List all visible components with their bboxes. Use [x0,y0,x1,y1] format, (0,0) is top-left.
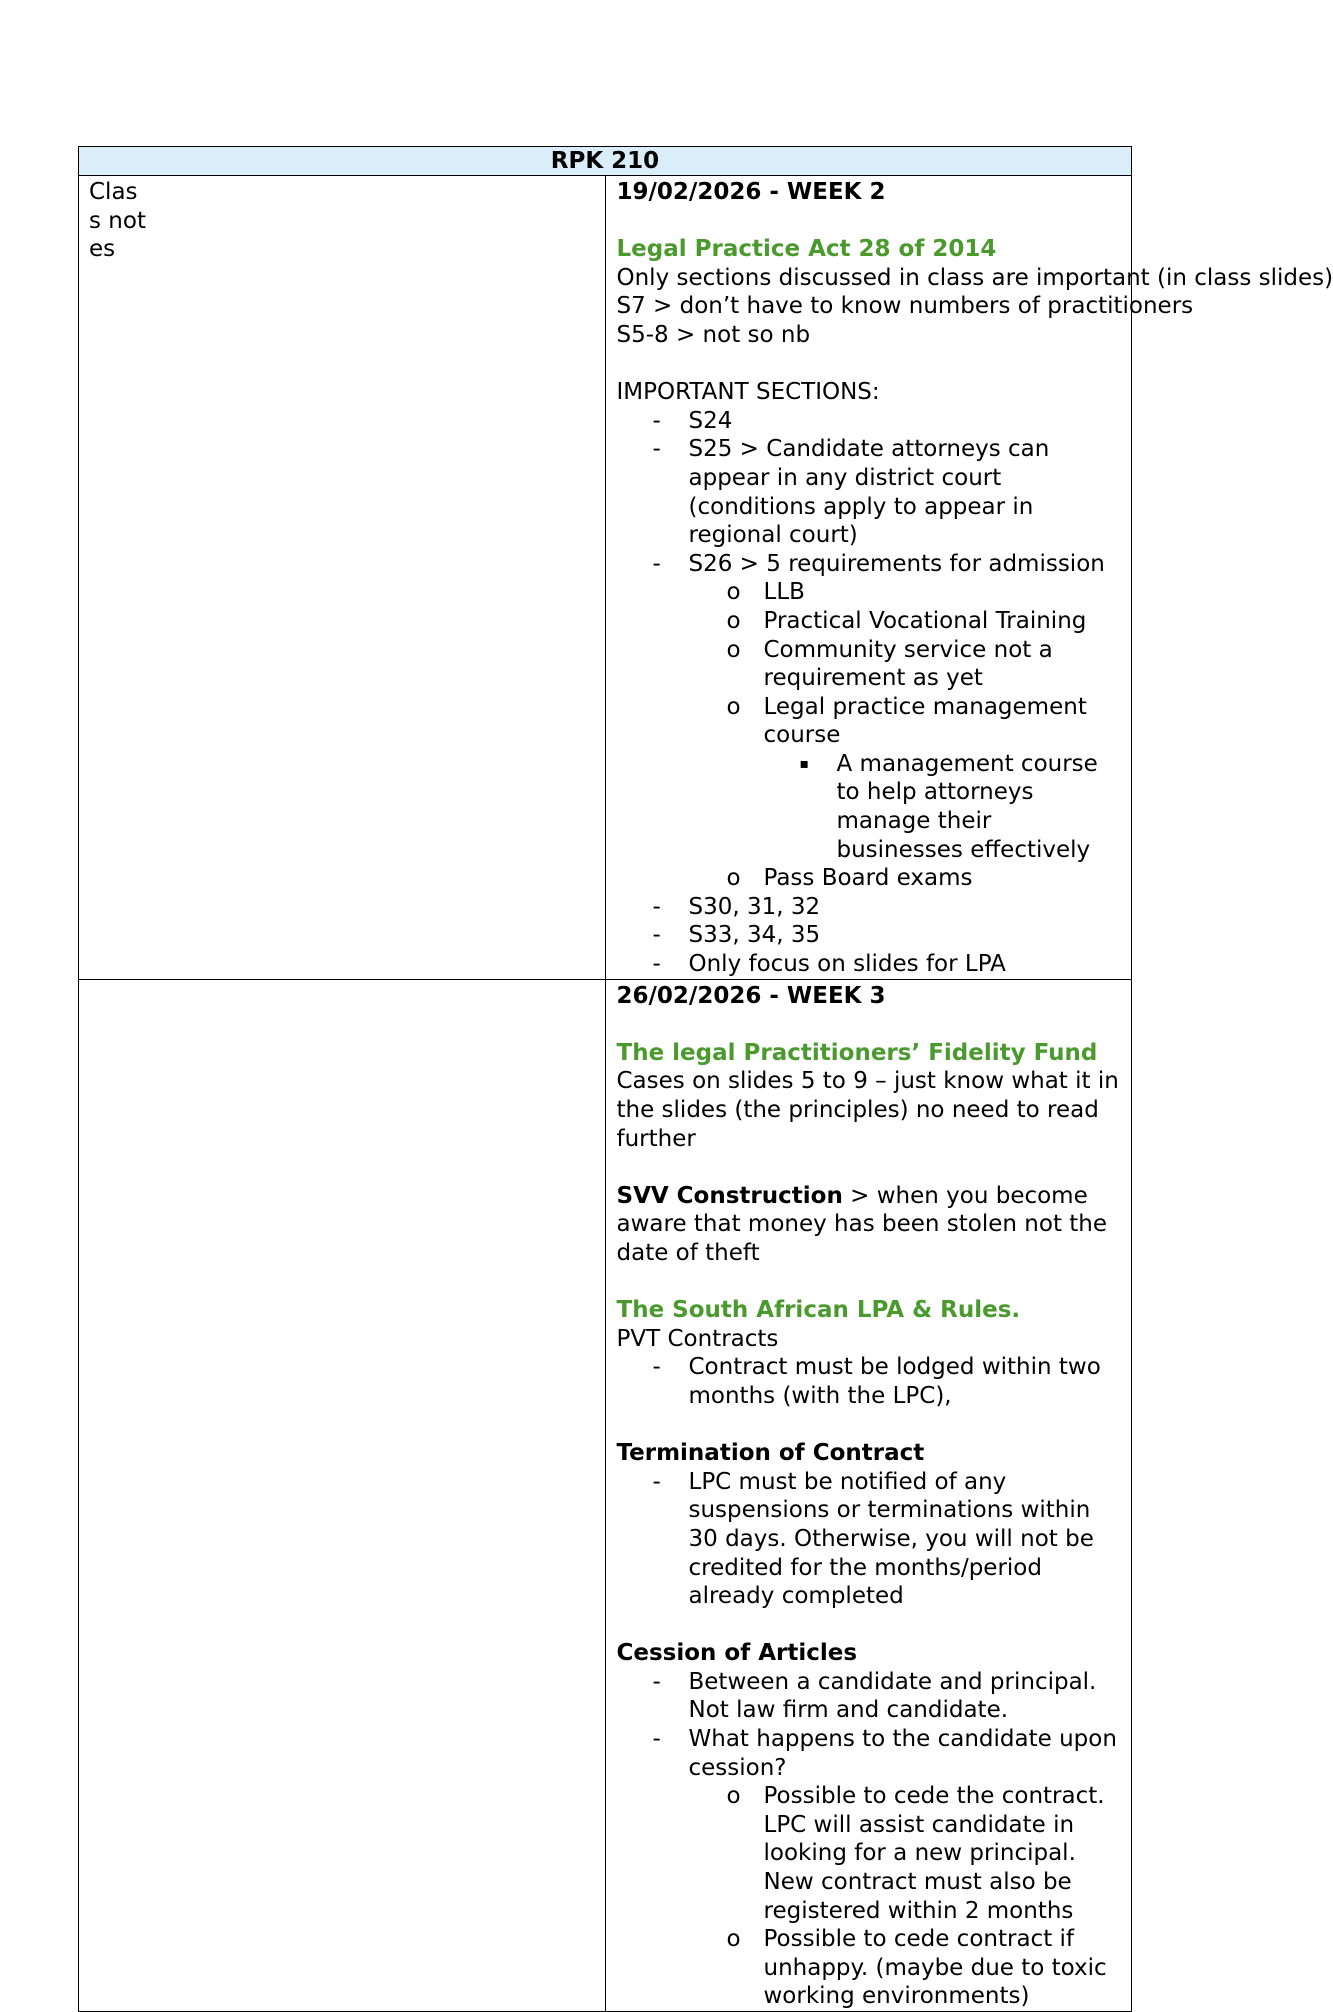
sub-list-item-text: LLB [763,579,805,606]
dash-marker: - [652,951,661,978]
circle-marker: o [726,607,741,634]
spacer [617,1611,1124,1640]
dash-marker: - [652,407,661,434]
sub-list-item [617,607,1124,636]
table-title: RPK 210 [79,147,1132,176]
svv-bold: SVV Construction [616,1182,843,1209]
list-item [617,1725,1124,1782]
dash-marker: - [652,1726,661,1753]
sub-list-item [617,864,1124,893]
sub-list-item [617,636,1124,693]
list-item-text: Contract must be lodged within two months (with the LPC), [688,1354,1101,1409]
notes-table [78,146,1333,2012]
week2-heading: Legal Practice Act 28 of 2014 [616,236,997,263]
spacer [617,350,1124,379]
list-item-text: S24 [688,407,733,434]
sub-list-item-text: Possible to cede contract if unhappy. (maybe due to toxic working environments) [763,1926,1107,2010]
spacer [617,207,1124,236]
circle-marker: o [726,579,741,606]
sub-list-item-text: Community service not a requirement as yet [763,636,1053,692]
spacer [617,1153,1124,1182]
circle-marker: o [726,636,741,663]
sub-list-item-text: Possible to cede the contract. LPC will assist candidate in looking for a new principal. New contract must also be registered within 2 months [763,1783,1105,1924]
side-empty [79,979,606,2011]
spacer [617,1010,1124,1039]
sub-list-item [617,693,1124,750]
term-heading: Termination of Contract [616,1440,925,1467]
spacer [617,1411,1124,1440]
side-label-text: Clas s not es [89,179,146,263]
fund-heading: The legal Practitioners’ Fidelity Fund [616,1039,1098,1066]
week2-date: 19/02/2026 - WEEK 2 [616,179,886,205]
dash-marker: - [652,1468,661,1495]
circle-marker: o [726,693,741,720]
list-item-text: S30, 31, 32 [688,893,821,920]
list-item-text: Only focus on slides for LPA [688,951,1006,978]
side-label [79,176,606,980]
list-item [617,921,1124,950]
sub-list-item [617,578,1124,607]
list-item [617,407,1124,436]
list-item-text: S25 > Candidate attorneys can appear in any district court (conditions apply to appear in regional court) [688,436,1050,549]
circle-marker: o [726,865,741,892]
list-item [617,1353,1124,1410]
list-item [617,950,1124,979]
circle-marker: o [726,1783,741,1810]
week3-cell [605,979,1132,2011]
week2-cell [605,176,1333,980]
fund-text: Cases on slides 5 to 9 – just know what it in the slides (the principles) no need to read further [616,1068,1119,1152]
list-item [617,550,1124,579]
sub-list-item [617,1925,1124,2011]
sub-list-item-text: Legal practice management course [763,693,1087,749]
dash-marker: - [652,436,661,463]
svv-text: > when you become aware that money has been stolen not the date of theft [616,1182,1108,1266]
sa-heading: The South African LPA & Rules. [616,1297,1021,1324]
pvt-label: PVT Contracts [616,1325,779,1352]
sub-list-item-text: Practical Vocational Training [763,607,1087,634]
list-item-text: S33, 34, 35 [688,922,821,949]
week2-line: Only sections discussed in class are important (in class slides) [616,264,1333,291]
dash-marker: - [652,1668,661,1695]
cession-heading: Cession of Articles [616,1640,858,1667]
svv-paragraph [617,1182,1124,1268]
circle-marker: o [726,1926,741,1953]
list-item-text: S26 > 5 requirements for admission [688,550,1105,577]
list-item-text: LPC must be notified of any suspensions or terminations within 30 days. Otherwise, you will not be credited for the months/period already completed [688,1468,1094,1610]
list-item [617,435,1124,549]
spacer [617,1268,1124,1297]
list-item [617,1468,1124,1611]
sub-list-item-text: Pass Board exams [763,865,973,892]
important-label: IMPORTANT SECTIONS: [616,379,880,406]
dash-marker: - [652,893,661,920]
list-item-text: Between a candidate and principal. Not law firm and candidate. [688,1668,1097,1724]
dash-marker: - [652,922,661,949]
week2-line: S7 > don’t have to know numbers of practitioners [616,293,1194,320]
square-marker: ▪ [799,755,809,772]
list-item-text: What happens to the candidate upon cession? [688,1726,1117,1781]
sub-sub-list-item-text: A management course to help attorneys manage their businesses effectively [836,750,1098,863]
week3-date: 26/02/2026 - WEEK 3 [616,982,886,1009]
dash-marker: - [652,550,661,577]
sub-list-item [617,1782,1124,1925]
sub-sub-list-item [617,750,1124,864]
week2-line: S5-8 > not so nb [616,321,811,348]
list-item [617,1668,1124,1725]
list-item [617,893,1124,922]
dash-marker: - [652,1354,661,1381]
